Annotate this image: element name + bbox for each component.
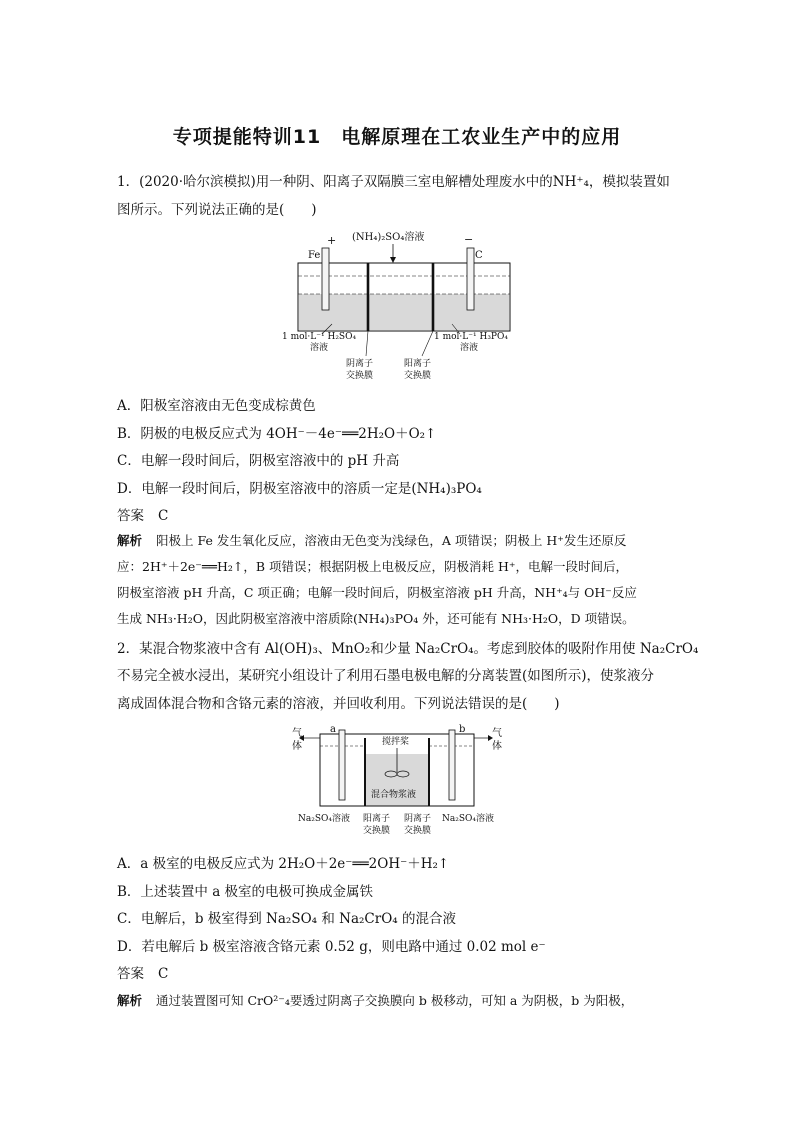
- q1-c-label: C: [475, 250, 483, 261]
- q1-c-electrode: [467, 248, 474, 310]
- q1-analysis-line2: 应：2H⁺＋2e⁻══H₂↑，B 项错误；根据阴极上电极反应，阴极消耗 H⁺，电解一段时间后，: [117, 559, 628, 574]
- q1-analysis-line3: 阴极室溶液 pH 升高，C 项正确；电解一段时间后，阴极室溶液 pH 升高，NH⁺₄与 OH⁻反应: [117, 585, 637, 600]
- svg-text:−: −: [464, 233, 474, 246]
- svg-text:溶液: 溶液: [460, 343, 479, 353]
- q2-option-a: A．a 极室的电极反应式为 2H₂O＋2e⁻══2OH⁻＋H₂↑: [117, 856, 450, 872]
- q1-analysis-label: 解析: [117, 533, 143, 548]
- q1-stem-line1: 1．(2020·哈尔滨模拟)用一种阴、阳离子双隔膜三室电解槽处理废水中的NH⁺₄，模拟装置如: [117, 174, 670, 190]
- svg-text:体: 体: [292, 741, 302, 752]
- q2-answer-label: 答案: [117, 966, 144, 982]
- q2-answer-value: C: [158, 966, 169, 982]
- q1-answer-label: 答案: [117, 508, 144, 524]
- svg-text:交换膜: 交换膜: [346, 371, 374, 381]
- svg-text:溶液: 溶液: [310, 343, 329, 353]
- q1-option-a: A．阳极室溶液由无色变成棕黄色: [117, 398, 316, 414]
- svg-text:阴离子: 阴离子: [346, 359, 374, 369]
- q2-a-label: a: [330, 724, 336, 735]
- q2-stem-line2: 不易完全被水浸出，某研究小组设计了利用石墨电极电解的分离装置(如图所示)，使浆液分: [117, 668, 655, 684]
- q2-option-d: D．若电解后 b 极室溶液含铬元素 0.52 g，则电路中通过 0.02 mol e⁻: [117, 939, 546, 955]
- q1-electrolysis-figure: [270, 226, 540, 386]
- svg-text:Na₂SO₄溶液: Na₂SO₄溶液: [298, 814, 351, 824]
- svg-text:交换膜: 交换膜: [404, 371, 432, 381]
- q1-option-d: D．电解一段时间后，阴极室溶液中的溶质一定是(NH₄)₃PO₄: [117, 481, 482, 497]
- q1-answer: [117, 507, 682, 525]
- q2-option-c: C．电解后，b 极室得到 Na₂SO₄ 和 Na₂CrO₄ 的混合液: [117, 911, 456, 927]
- q2-stem-line1: 2．某混合物浆液中含有 Al(OH)₃、MnO₂和少量 Na₂CrO₄。考虑到胶体的吸附作用使 Na₂CrO₄: [117, 641, 699, 657]
- svg-text:体: 体: [492, 741, 502, 752]
- q2-answer: [117, 965, 682, 983]
- q1-stem-line2: 图所示。下列说法正确的是( ): [117, 202, 317, 218]
- q2-stirrer-label: 搅拌桨: [382, 737, 410, 747]
- q2-slurry-label: 混合物浆液: [371, 790, 417, 800]
- svg-text:阴离子: 阴离子: [404, 814, 432, 824]
- svg-text:1 mol·L⁻¹ H₂SO₄: 1 mol·L⁻¹ H₂SO₄: [282, 332, 357, 342]
- q2-electrode-a: [339, 730, 345, 800]
- q1-fe-electrode: [322, 248, 329, 310]
- svg-text:交换膜: 交换膜: [404, 826, 432, 836]
- q2-analysis-line1: 解析 通过装置图可知 CrO²⁻₄要透过阴离子交换膜向 b 极移动，可知 a 为阴极，b 为阳极，: [117, 993, 634, 1008]
- q2-electrode-b: [449, 730, 455, 800]
- q1-top-label: (NH₄)₂SO₄溶液: [352, 232, 425, 243]
- q2-analysis-label: 解析: [117, 993, 143, 1008]
- q1-fe-label: Fe: [308, 250, 321, 261]
- svg-text:气: 气: [292, 728, 302, 739]
- q1-option-b: B．阴极的电极反应式为 4OH⁻－4e⁻══2H₂O＋O₂↑: [117, 426, 437, 442]
- page-title: 专项提能特训11 电解原理在工农业生产中的应用: [172, 126, 622, 148]
- q2-b-label: b: [459, 724, 466, 735]
- q2-stem-line3: 离成固体混合物和含铬元素的溶液，并回收利用。下列说法错误的是( ): [117, 696, 560, 712]
- svg-text:气: 气: [492, 728, 502, 739]
- q2-option-b: B．上述装置中 a 极室的电极可换成金属铁: [117, 884, 374, 900]
- q2-electrolysis-figure: [290, 724, 505, 836]
- svg-text:Na₂SO₄溶液: Na₂SO₄溶液: [442, 814, 495, 824]
- svg-text:+: +: [327, 234, 337, 247]
- q1-analysis-line1: 解析 阳极上 Fe 发生氧化反应，溶液由无色变为浅绿色，A 项错误；阴极上 H⁺发生还原反: [117, 533, 627, 548]
- svg-text:交换膜: 交换膜: [363, 826, 391, 836]
- q1-analysis-line4: 生成 NH₃·H₂O，因此阴极室溶液中溶质除(NH₄)₃PO₄ 外，还可能有 NH₃·H₂O，D 项错误。: [117, 611, 635, 626]
- svg-text:阳离子: 阳离子: [363, 814, 391, 824]
- q1-option-c: C．电解一段时间后，阴极室溶液中的 pH 升高: [117, 453, 400, 469]
- svg-text:阳离子: 阳离子: [404, 359, 432, 369]
- q1-answer-value: C: [158, 508, 169, 524]
- svg-text:1 mol·L⁻¹ H₃PO₄: 1 mol·L⁻¹ H₃PO₄: [434, 332, 508, 342]
